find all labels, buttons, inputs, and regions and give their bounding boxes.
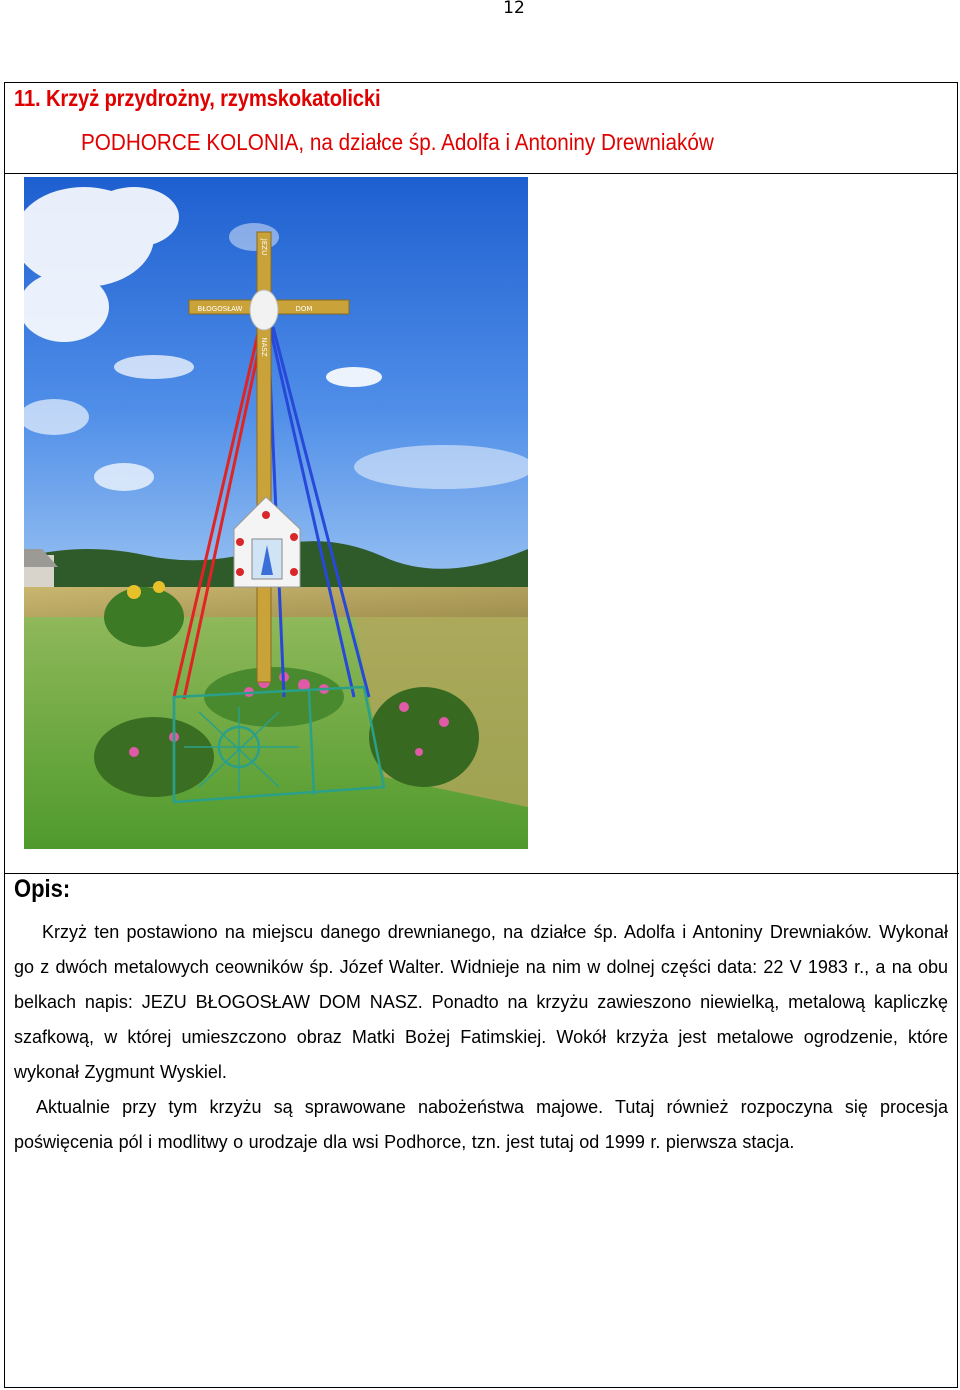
title-box xyxy=(5,83,957,174)
description-paragraph-2: Aktualnie przy tym krzyżu są sprawowane nabożeństwa majowe. Tutaj również rozpoczyna się procesja poświęcenia pól i modlitwy o urodzaje dla wsi Podhorce, tzn. jest tutaj od 1999 r. pierwsza stacja. xyxy=(14,1097,948,1152)
cross-photo xyxy=(24,177,528,849)
cross-upper-inscription: JEZU xyxy=(260,238,268,256)
section-divider xyxy=(5,873,959,874)
cross-right-inscription: DOM xyxy=(295,305,313,313)
page-number: 12 xyxy=(503,0,525,18)
description-body xyxy=(14,915,948,1160)
document-frame xyxy=(4,82,958,1388)
description-paragraph-1: Krzyż ten postawiono na miejscu danego drewnianego, na działce śp. Adolfa i Antoniny Drewniaków. Wykonał go z dwóch metalowych ceowników śp. Józef Walter. Widnieje na nim w dolnej części data: 22 V 1983 r., a na obu belkach napis: JEZU BŁOGOSŁAW DOM NASZ. Ponadto na krzyżu zawieszono niewielką, metalową kapliczkę szafkową, w której umieszczono obraz Matki Bożej Fatimskiej. Wokół krzyża jest metalowe ogrodzenie, które wykonał Zygmunt Wyskiel. xyxy=(14,922,948,1082)
entry-location: PODHORCE KOLONIA, na działce śp. Adolfa i Antoniny Drewniaków xyxy=(81,129,714,155)
cross-left-inscription: BŁOGOSŁAW xyxy=(197,305,243,313)
cross-lower-inscription: NASZ xyxy=(260,337,268,357)
entry-title: 11. Krzyż przydrożny, rzymskokatolicki xyxy=(14,85,381,111)
description-heading: Opis: xyxy=(14,875,71,903)
